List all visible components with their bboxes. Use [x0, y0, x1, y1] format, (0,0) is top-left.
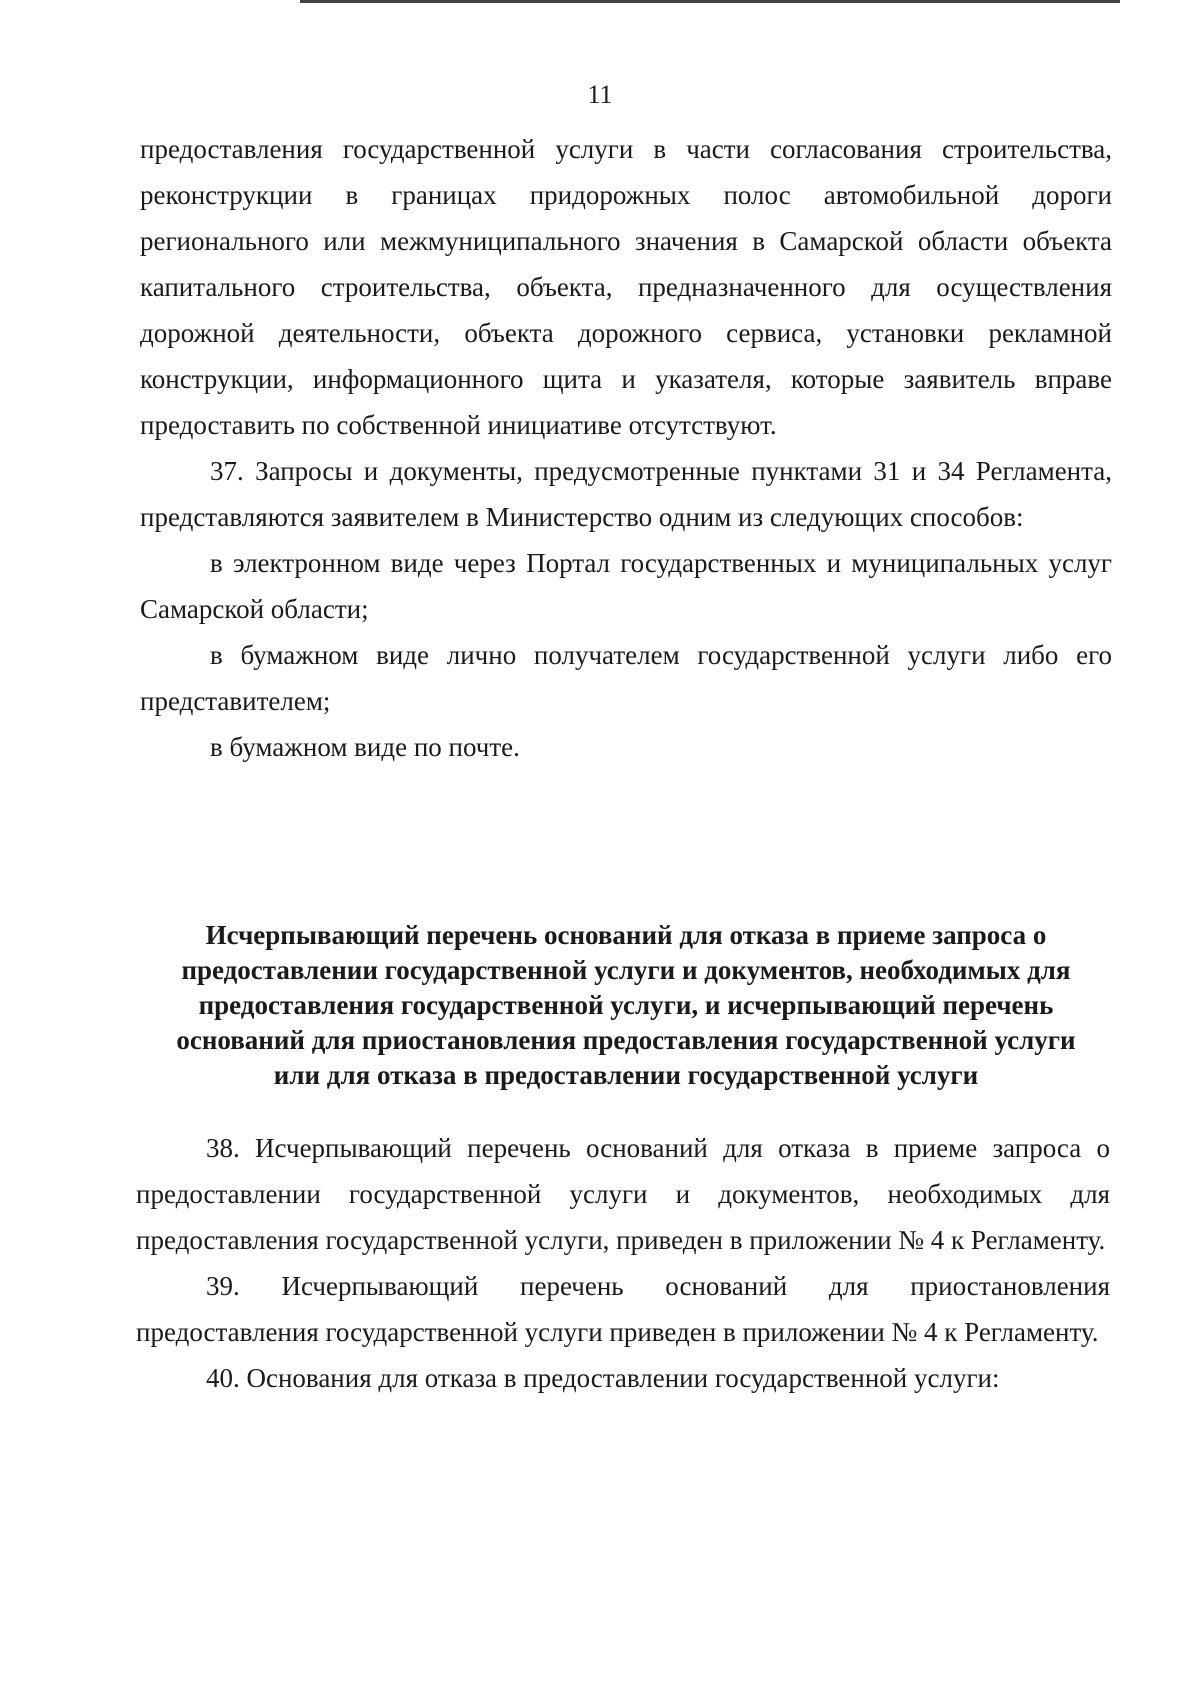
- page-number: 11: [587, 80, 613, 109]
- text-block-top: [140, 126, 1112, 770]
- paragraph-39: 39. Исчерпывающий перечень оснований для приостановления предоставления государственной услуги приведен в приложении № 4 к Регламенту.: [136, 1271, 1110, 1347]
- scan-edge-line: [300, 0, 1120, 3]
- heading-line: оснований для приостановления предоставления государственной услуги: [176, 1025, 1076, 1055]
- paragraph-37: 37. Запросы и документы, предусмотренные пунктами 31 и 34 Регламента, представляются заявителем в Министерство одним из следующих способов:: [140, 456, 1112, 532]
- heading-line: Исчерпывающий перечень оснований для отказа в приеме запроса о: [205, 920, 1047, 950]
- paragraph-continuation: предоставления государственной услуги в части согласования строительства, реконструкции в границах придорожных полос автомобильной дороги регионального или межмуниципального значения в Самарской области объекта капитального строительства, объекта, предназначенного для осуществления дорожной деятельности, объекта дорожного сервиса, установки рекламной конструкции, информационного щита и указателя, которые заявитель вправе предоставить по собственной инициативе отсутствуют.: [140, 134, 1112, 440]
- heading-line: предоставлении государственной услуги и документов, необходимых для: [181, 955, 1071, 985]
- section-heading: [140, 918, 1112, 1093]
- paragraph-method-electronic: в электронном виде через Портал государственных и муниципальных услуг Самарской области;: [140, 548, 1112, 624]
- heading-line: предоставления государственной услуги, и исчерпывающий перечень: [198, 990, 1054, 1020]
- paragraph-40: 40. Основания для отказа в предоставлении государственной услуги:: [206, 1363, 1000, 1393]
- text-block-bottom: [136, 1125, 1110, 1401]
- heading-line: или для отказа в предоставлении государственной услуги: [273, 1060, 979, 1090]
- paragraph-method-paper-mail: в бумажном виде по почте.: [210, 732, 520, 762]
- paragraph-method-paper-personal: в бумажном виде лично получателем государственной услуги либо его представителем;: [140, 640, 1112, 716]
- paragraph-38: 38. Исчерпывающий перечень оснований для отказа в приеме запроса о предоставлении государственной услуги и документов, необходимых для предоставления государственной услуги, приведен в приложении № 4 к Регламенту.: [136, 1133, 1110, 1255]
